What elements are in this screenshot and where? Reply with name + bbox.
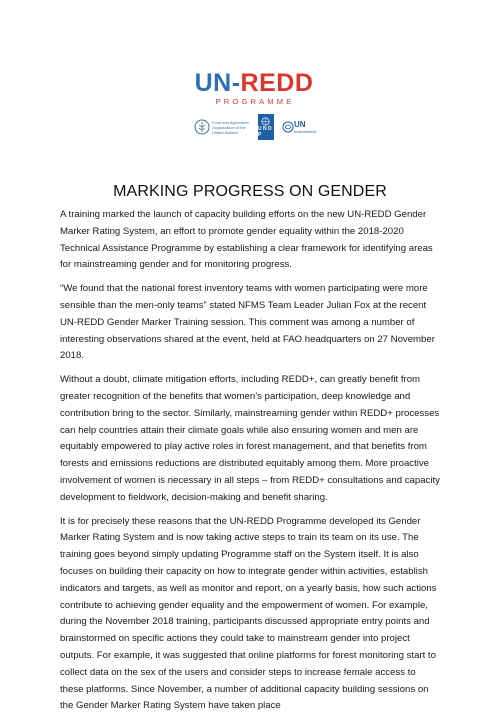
unenv-un: UN: [293, 119, 306, 129]
paragraph-2: “We found that the national forest inventory teams with women participating were more sensible than the men-only teams” stated NFMS Team Leader Julian Fox at the recent UN-REDD Gender Marker Training session. This comment was among a number of interesting observations shared at the event, held at FAO headquarters on 27 November 2018.: [60, 283, 435, 362]
unenvironment-logo: [282, 121, 316, 134]
un-redd-logo: [195, 70, 314, 96]
brand-un: UN-: [194, 69, 241, 97]
partner-logos: [194, 114, 316, 140]
logo-block: [0, 70, 500, 140]
unenvironment-emblem-icon: [282, 121, 294, 133]
undp-label: U N D P: [257, 125, 272, 138]
page-title: MARKING PROGRESS ON GENDER: [113, 182, 387, 200]
document-body: [60, 207, 440, 722]
fao-caption: Food and Agriculture Organization of the United Nations: [211, 119, 249, 135]
fao-logo: [194, 119, 250, 135]
unenvironment-label: [294, 121, 316, 134]
programme-label: PROGRAMME: [215, 97, 295, 106]
brand-redd: REDD: [240, 69, 314, 97]
fao-emblem-icon: [194, 119, 210, 135]
un-emblem-icon: [261, 117, 270, 126]
unenv-sub: environment: [293, 128, 316, 134]
paragraph-3: Without a doubt, climate mitigation efforts, including REDD+, can greatly benefit from greater recognition of the benefits that women’s participation, deep knowledge and contribution bring to the sector. Similarly, mainstreaming gender within REDD+ processes can help countries attain their climate goals while also ensuring women and men are equitably empowered to play active roles in forest management, and that benefits from forests and emissions reductions are distributed equitably among them. More proactive involvement of women is necessary in all steps – from REDD+ consultations and capacity development to fieldwork, decision-making and benefit sharing.: [60, 374, 440, 503]
undp-logo: [258, 114, 274, 140]
paragraph-1: A training marked the launch of capacity building efforts on the new UN-REDD Gender Marker Rating System, an effort to promote gender equality within the 2018-2020 Technical Assistance Programme by establishing a clear framework for identifying areas for mainstreaming gender and for monitoring progress.: [60, 209, 433, 271]
paragraph-4: It is for precisely these reasons that the UN-REDD Programme developed its Gender Marker Rating System and is now taking active steps to train its team on its use. The training goes beyond simply updating Programme staff on the System itself. It is also focuses on building their capacity on how to integrate gender within activities, establish indicators and targets, as well as monitor and report, on a yearly basis, how such actions contribute to achieving gender equality and the empowerment of women. For example, during the November 2018 training, participants discussed appropriate entry points and brainstormed on specific actions they could take to mainstream gender into project outputs. For example, it was suggested that online platforms for forest monitoring start to collect data on the sex of the users and consider steps to increase female access to these platforms. Since November, a number of additional capacity building sessions on the Gender Marker Rating System have taken place: [60, 515, 437, 712]
